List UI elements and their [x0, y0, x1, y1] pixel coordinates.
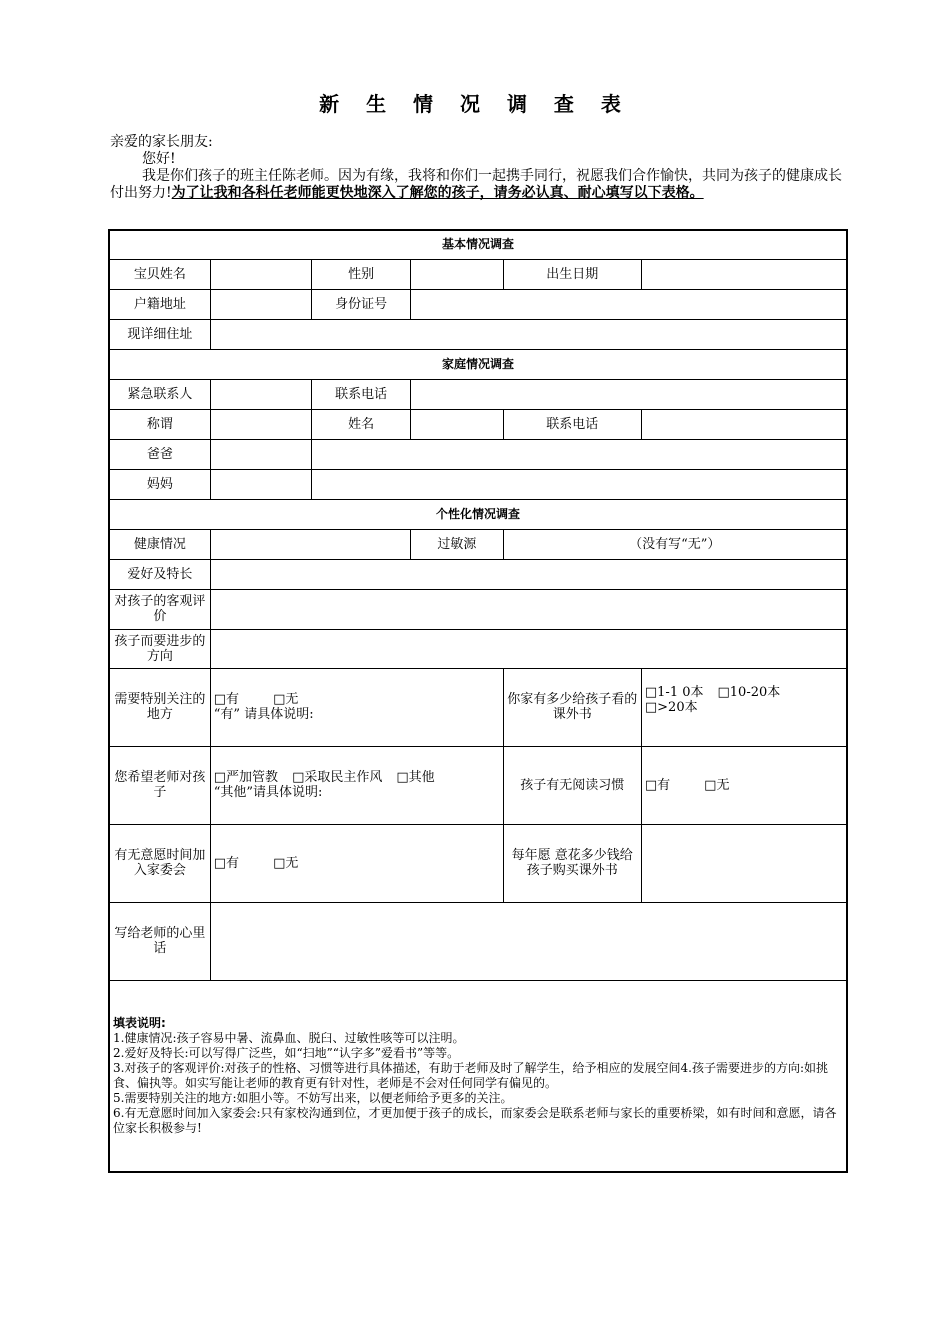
child-name-field[interactable]	[210, 259, 311, 289]
label-child-name: 宝贝姓名	[109, 259, 210, 289]
book-budget-field[interactable]	[641, 824, 847, 902]
label-committee: 有无意愿时间加入家委会	[109, 824, 210, 902]
allergy-field[interactable]: （没有写“无”）	[503, 529, 847, 559]
label-gender: 性别	[312, 259, 411, 289]
section-basic: 基本情况调查	[109, 230, 847, 259]
label-household-address: 户籍地址	[109, 289, 210, 319]
letter-to-teacher-field[interactable]	[210, 902, 847, 980]
intro-letter	[110, 134, 850, 202]
label-relation: 称谓	[109, 409, 210, 439]
evaluation-field[interactable]	[210, 589, 847, 629]
books-count-field	[641, 668, 847, 746]
instruction-line: 5.需要特别关注的地方:如胆小等。不妨写出来，以便老师给予更多的关注。	[113, 1090, 513, 1105]
emergency-contact-field[interactable]	[210, 379, 311, 409]
gender-field[interactable]	[411, 259, 503, 289]
instruction-line: 3.对孩子的客观评价:对孩子的性格、习惯等进行具体描述，有助于老师及时了解学生，给予相应的发展空间4.孩子需要进步的方向:如挑食、偏执等。如实写能让老师的教育更有针对性，老师是不会对任何同学有偏见的。	[113, 1060, 828, 1090]
reading-yes-checkbox[interactable]: □有	[644, 777, 671, 793]
label-evaluation: 对孩子的客观评价	[109, 589, 210, 629]
label-attention: 需要特别关注的地方	[109, 668, 210, 746]
page-title: 新 生 情 况 调 查 表	[319, 92, 631, 116]
label-parent-phone: 联系电话	[503, 409, 641, 439]
attention-field	[210, 668, 503, 746]
instructions-title: 填表说明:	[113, 1015, 166, 1030]
label-emergency-phone: 联系电话	[312, 379, 411, 409]
instructions-section	[109, 980, 847, 1172]
label-current-address: 现详细住址	[109, 319, 210, 349]
survey-form-table	[108, 229, 848, 1173]
attention-no-checkbox[interactable]: □无	[273, 692, 299, 707]
reading-no-checkbox[interactable]: □无	[704, 777, 730, 793]
relation-field[interactable]	[210, 409, 311, 439]
books-option-2[interactable]: □10-20本	[717, 684, 781, 700]
section-family: 家庭情况调查	[109, 349, 847, 379]
id-card-field[interactable]	[411, 289, 847, 319]
intro-hello: 您好!	[142, 151, 176, 167]
hope-note: “其他”请具体说明:	[213, 785, 323, 800]
label-id-card: 身份证号	[312, 289, 411, 319]
parent-name-field[interactable]	[411, 409, 503, 439]
intro-emphasis: 为了让我和各科任老师能更快地深入了解您的孩子，请务必认真、耐心填写以下表格。	[171, 185, 704, 201]
committee-no-checkbox[interactable]: □无	[273, 855, 299, 871]
hope-field	[210, 746, 503, 824]
label-emergency-contact: 紧急联系人	[109, 379, 210, 409]
committee-field	[210, 824, 503, 902]
hope-option-democratic[interactable]: □采取民主作风	[292, 770, 383, 785]
hope-option-other[interactable]: □其他	[396, 770, 435, 785]
improve-field[interactable]	[210, 629, 847, 668]
label-book-budget: 每年愿 意花多少钱给孩子购买课外书	[503, 824, 641, 902]
label-allergy: 过敏源	[411, 529, 503, 559]
label-dad: 爸爸	[109, 439, 210, 469]
books-option-3[interactable]: □>20本	[644, 699, 698, 715]
label-improve: 孩子而要进步的方向	[109, 629, 210, 668]
label-parent-name: 姓名	[312, 409, 411, 439]
label-health: 健康情况	[109, 529, 210, 559]
emergency-phone-field[interactable]	[411, 379, 847, 409]
instruction-line: 6.有无意愿时间加入家委会:只有家校沟通到位，才更加便于孩子的成长，而家委会是联系老师与家长的重要桥梁，如有时间和意愿，请各位家长积极参与!	[113, 1105, 837, 1135]
household-address-field[interactable]	[210, 289, 311, 319]
label-hobby: 爱好及特长	[109, 559, 210, 589]
label-reading-habit: 孩子有无阅读习惯	[503, 746, 641, 824]
dad-phone-field[interactable]	[312, 439, 847, 469]
hobby-field[interactable]	[210, 559, 847, 589]
dad-name-field[interactable]	[210, 439, 311, 469]
label-letter-to-teacher: 写给老师的心里话	[109, 902, 210, 980]
mom-phone-field[interactable]	[312, 469, 847, 499]
health-field[interactable]	[210, 529, 411, 559]
instruction-line: 1.健康情况:孩子容易中暑、流鼻血、脱臼、过敏性咳等可以注明。	[113, 1030, 465, 1045]
hope-option-strict[interactable]: □严加管教	[213, 770, 279, 785]
label-hope: 您希望老师对孩子	[109, 746, 210, 824]
intro-body-paragraph	[110, 168, 850, 202]
birthday-field[interactable]	[641, 259, 847, 289]
committee-yes-checkbox[interactable]: □有	[213, 855, 240, 871]
intro-body: 我是你们孩子的班主任陈老师。因为有缘，我将和你们一起携手同行，祝愿我们合作愉快，共同为孩子的健康成长付出努力!	[110, 168, 842, 201]
reading-habit-field	[641, 746, 847, 824]
books-option-1[interactable]: □1-1 0本	[644, 684, 704, 700]
attention-yes-checkbox[interactable]: □有	[213, 692, 240, 707]
label-books-count: 你家有多少给孩子看的课外书	[503, 668, 641, 746]
label-mom: 妈妈	[109, 469, 210, 499]
parent-phone-field[interactable]	[641, 409, 847, 439]
section-personal: 个性化情况调查	[109, 499, 847, 529]
instruction-line: 2.爱好及特长:可以写得广泛些，如“扫地”“认字多”爱看书”等等。	[113, 1045, 460, 1060]
current-address-field[interactable]	[210, 319, 847, 349]
mom-name-field[interactable]	[210, 469, 311, 499]
label-birthday: 出生日期	[503, 259, 641, 289]
intro-greeting: 亲爱的家长朋友:	[110, 134, 213, 150]
attention-note: “有” 请具体说明:	[213, 707, 314, 722]
